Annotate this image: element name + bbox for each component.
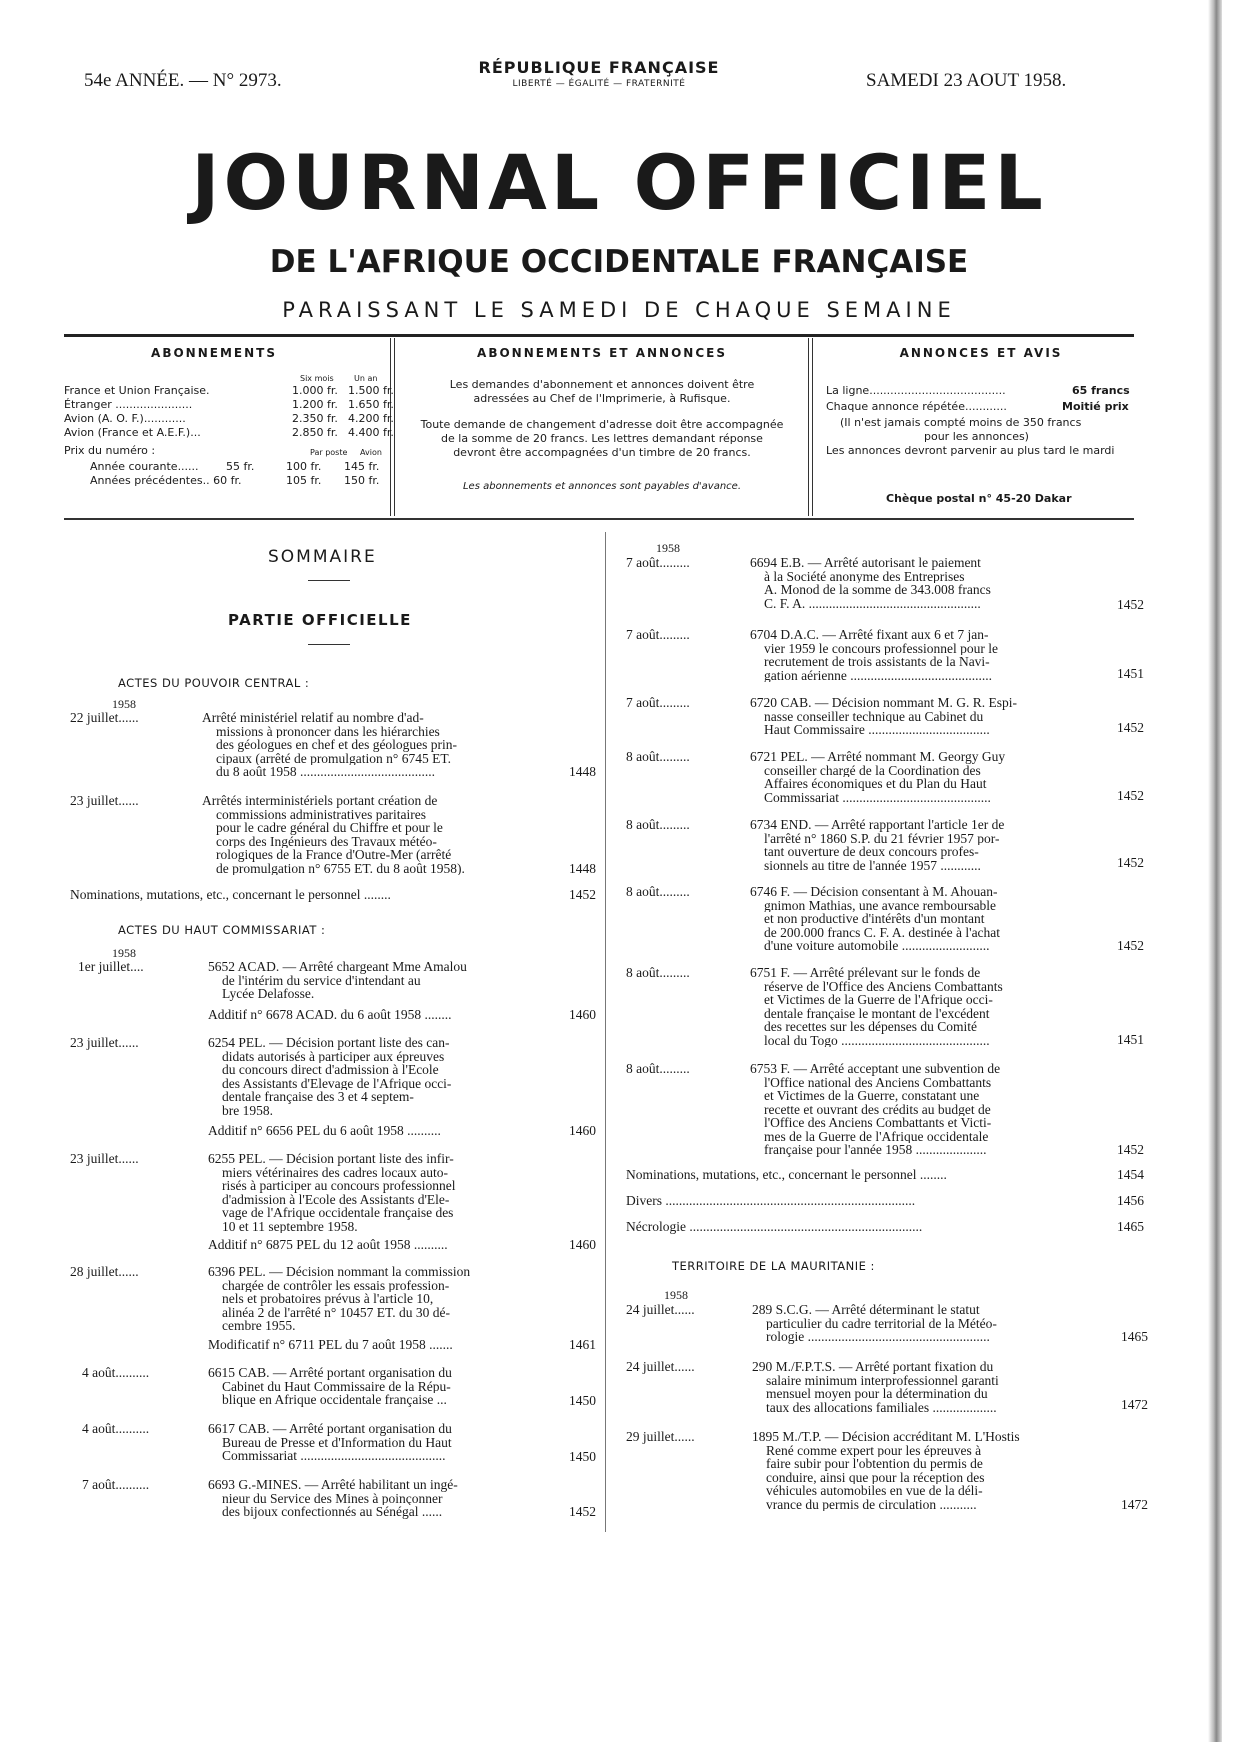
text-line: Les demandes d'abonnement et annonces doivent être: [449, 378, 755, 391]
text-line: 6721 PEL. — Arrêté nommant M. Georgy Guy: [750, 750, 1006, 764]
entry-text: [750, 1062, 1094, 1157]
republic-motto: LIBERTÉ — ÉGALITÉ — FRATERNITÉ: [512, 79, 686, 89]
text-line: 6753 F. — Arrêté acceptant une subvention de: [750, 1062, 1001, 1076]
text-line: et non productive d'intérêts d'un montant: [764, 912, 985, 926]
abo-row-an: 1.500 fr.: [348, 384, 394, 397]
text-line: miers vétérinaires des cadres locaux auto-: [222, 1165, 449, 1179]
entry-text: [208, 1478, 548, 1519]
entry-page: 1452: [569, 1504, 596, 1519]
entry-text: [750, 818, 1094, 872]
text-line: Haut Commissaire ....................................: [764, 723, 990, 737]
entry-page: 1461: [569, 1337, 596, 1352]
entry-page: 1450: [569, 1449, 596, 1464]
text-line: 6746 F. — Décision consentant à M. Ahouan-: [750, 885, 998, 899]
abo-row-label: France et Union Française.: [64, 384, 210, 397]
abo-row-label: Avion (France et A.E.F.)...: [64, 426, 201, 439]
entry-text: [208, 960, 548, 1001]
text-line: 289 S.C.G. — Arrêté déterminant le statut: [752, 1303, 980, 1317]
text-line: des bijoux confectionnés au Sénégal ......: [222, 1505, 443, 1519]
box-divider: [394, 338, 395, 516]
divider-rule: [308, 644, 350, 645]
issue-date: SAMEDI 23 AOUT 1958.: [866, 70, 1067, 91]
entry-date: 8 août.........: [626, 884, 690, 899]
text-line: 10 et 11 septembre 1958.: [222, 1219, 358, 1233]
text-line: 6751 F. — Arrêté prélevant sur le fonds de: [750, 966, 981, 980]
par-poste-header: Par poste: [310, 448, 348, 457]
entry-text: [750, 750, 1094, 804]
entry-page: 1450: [569, 1393, 596, 1408]
entry-year: 1958: [664, 1288, 688, 1302]
text-line: rologiques de la France d'Outre-Mer (arrêté: [216, 848, 452, 862]
nominations-line: Nominations, mutations, etc., concernant le personnel ........: [70, 887, 391, 902]
text-line: bre 1958.: [222, 1103, 273, 1117]
text-line: dentale française des 3 et 4 septem-: [222, 1090, 414, 1104]
text-line: et Victimes de la Guerre de l'Afrique occi-: [764, 993, 993, 1007]
text-line: conseiller chargé de la Coordination des: [764, 763, 981, 777]
abo-annonces-heading: ABONNEMENTS ET ANNONCES: [477, 346, 727, 360]
abo-annonces-p1: [402, 378, 802, 406]
text-line: 6255 PEL. — Décision portant liste des infir-: [208, 1152, 454, 1166]
text-line: 6615 CAB. — Arrêté portant organisation du: [208, 1366, 452, 1380]
header-rule: [64, 334, 1134, 337]
entry-date: 7 août.........: [626, 627, 690, 642]
prix-row-label: Années précédentes.. 60 fr.: [90, 474, 242, 487]
text-line: 6694 E.B. — Arrêté autorisant le paiement: [750, 556, 981, 570]
box-divider: [808, 338, 809, 516]
text-line: recrutement de trois assistants de la Navi-: [764, 655, 990, 669]
text-line: nieur du Service des Mines à poinçonner: [222, 1491, 443, 1505]
scan-edge: [1208, 0, 1222, 1742]
text-line: C. F. A. ...................................................: [764, 596, 981, 610]
entry-text: [208, 1036, 548, 1117]
entry-text: [752, 1430, 1096, 1511]
entry-page: 1452: [1117, 938, 1144, 953]
text-line: chargée de contrôler les essais profession-: [222, 1278, 450, 1292]
text-line: des géologues en chef et des géologues prin-: [216, 738, 458, 752]
abo-row-six: 2.850 fr.: [292, 426, 338, 439]
text-line: risés à participer au concours professionnel: [222, 1179, 456, 1193]
text-line: l'Office national des Anciens Combattants: [764, 1075, 992, 1089]
entry-additif: Modificatif n° 6711 PEL du 7 août 1958 .......: [208, 1337, 453, 1352]
journal-subtitle: DE L'AFRIQUE OCCIDENTALE FRANÇAISE: [269, 244, 969, 280]
text-line: de la somme de 20 francs. Les lettres demandant réponse: [441, 432, 763, 445]
entry-date: 22 juillet......: [70, 710, 139, 725]
text-line: recette et ouvrant des crédits au budget de: [764, 1102, 991, 1116]
text-line: mes de la Guerre de l'Afrique occidentale: [764, 1129, 989, 1143]
prix-row-c: 150 fr.: [344, 474, 380, 487]
annonces-avis-box: [826, 346, 1136, 516]
abo-row-an: 4.200 fr.: [348, 412, 394, 425]
text-line: 6704 D.A.C. — Arrêté fixant aux 6 et 7 jan-: [750, 628, 989, 642]
text-line: René comme expert pour les épreuves à: [766, 1443, 982, 1457]
text-line: l'arrêté n° 1860 S.P. du 21 février 1957 por-: [764, 831, 1000, 845]
entry-text: [750, 885, 1094, 953]
abo-row-an: 1.650 fr.: [348, 398, 394, 411]
text-line: 1895 M./T.P. — Décision accréditant M. L'Hostis: [752, 1430, 1020, 1444]
entry-text: [752, 1360, 1096, 1414]
text-line: l'Office des Anciens Combattants et Victi-: [764, 1116, 992, 1130]
entry-date: 23 juillet......: [70, 793, 139, 808]
entry-page: 1460: [569, 1123, 596, 1138]
text-line: Arrêté ministériel relatif au nombre d'ad-: [202, 711, 424, 725]
column-divider: [605, 532, 606, 1532]
repetee-label: Chaque annonce répétée............: [826, 400, 1007, 413]
entry-page: 1465: [1121, 1329, 1148, 1344]
text-line: véhicules automobiles en vue de la déli-: [766, 1484, 983, 1498]
entry-additif: Additif n° 6656 PEL du 6 août 1958 ..........: [208, 1123, 441, 1138]
text-line: adressées au Chef de l'Imprimerie, à Rufisque.: [473, 392, 731, 405]
entry-page: 1451: [1117, 1032, 1144, 1047]
text-line: Toute demande de changement d'adresse doit être accompagnée: [420, 418, 784, 431]
section-heading: ACTES DU POUVOIR CENTRAL :: [118, 676, 310, 690]
text-line: missions à prononcer dans les hiérarchies: [216, 724, 440, 738]
text-line: nasse conseiller technique au Cabinet du: [764, 709, 984, 723]
text-line: et Victimes de la Guerre, constatant une: [764, 1089, 980, 1103]
text-line: Lycée Delafosse.: [222, 987, 315, 1001]
abo-row-label: Avion (A. O. F.)............: [64, 412, 186, 425]
entry-text: [208, 1152, 548, 1233]
entry-page: 1452: [1117, 1142, 1144, 1157]
sommaire-heading: SOMMAIRE: [268, 547, 377, 567]
text-line: des Assistants d'Elevage de l'Afrique occi-: [222, 1076, 452, 1090]
entry-page: 1452: [1117, 597, 1144, 612]
payable-note: Les abonnements et annonces sont payables d'avance.: [462, 481, 742, 492]
entry-date: 7 août.........: [626, 555, 690, 570]
prix-row-a: 55 fr.: [226, 460, 255, 473]
abo-row-six: 1.200 fr.: [292, 398, 338, 411]
text-line: salaire minimum interprofessionnel garanti: [766, 1373, 999, 1387]
entry-date: 8 août.........: [626, 817, 690, 832]
text-line: d'admission à l'Ecole des Assistants d'Ele-: [222, 1192, 450, 1206]
prix-label: Prix du numéro :: [64, 444, 156, 457]
periodicity: PARAISSANT LE SAMEDI DE CHAQUE SEMAINE: [282, 298, 956, 322]
entry-date: 7 août.........: [626, 695, 690, 710]
text-line: Affaires économiques et du Plan du Haut: [764, 777, 987, 791]
text-line: vage de l'Afrique occidentale française des: [222, 1206, 454, 1220]
text-line: de l'intérim du service d'intendant au: [222, 973, 421, 987]
abo-row-six: 1.000 fr.: [292, 384, 338, 397]
text-line: corps des Ingénieurs des Travaux météo-: [216, 834, 437, 848]
entry-text: [208, 1422, 548, 1463]
text-line: blique en Afrique occidentale française ...: [222, 1393, 447, 1407]
text-line: rologie ......................................................: [766, 1330, 990, 1344]
text-line: 6254 PEL. — Décision portant liste des can-: [208, 1036, 450, 1050]
issue-number: 54e ANNÉE. — N° 2973.: [84, 70, 282, 91]
ligne-label: La ligne.......................................: [826, 384, 1006, 397]
prix-row-b: 100 fr.: [286, 460, 322, 473]
entry-date: 24 juillet......: [626, 1359, 695, 1374]
entry-text: [750, 696, 1094, 737]
text-line: taux des allocations familiales ...................: [766, 1400, 997, 1414]
text-line: nels et probatoires prévus à l'article 10,: [222, 1292, 434, 1306]
text-line: d'une voiture automobile ..........................: [764, 939, 990, 953]
entry-date: 7 août..........: [82, 1477, 150, 1492]
prix-row-label: Année courante......: [90, 460, 199, 473]
text-line: mensuel moyen pour la détermination du: [766, 1387, 988, 1401]
ligne-value: 65 francs: [1072, 384, 1130, 397]
entry-page: 1451: [1117, 666, 1144, 681]
entry-page: 1452: [1117, 720, 1144, 735]
abonnements-box: [64, 346, 394, 516]
text-line: du 8 août 1958 ........................................: [216, 765, 435, 779]
necrologie-line: Nécrologie .....................................................................: [626, 1219, 923, 1234]
entry-date: 24 juillet......: [626, 1302, 695, 1317]
text-line: vrance du permis de circulation ...........: [766, 1497, 977, 1511]
abo-row-an: 4.400 fr.: [348, 426, 394, 439]
text-line: de 200.000 francs C. F. A. destinée à l'achat: [764, 925, 1001, 939]
text-line: Bureau de Presse et d'Information du Haut: [222, 1435, 452, 1449]
entry-page: 1448: [569, 861, 596, 876]
box-bottom-rule: [64, 518, 1134, 520]
entry-date: 8 août.........: [626, 1061, 690, 1076]
section-heading: TERRITOIRE DE LA MAURITANIE :: [672, 1259, 875, 1273]
entry-page: 1472: [1121, 1397, 1148, 1412]
entry-page: 1448: [569, 764, 596, 779]
entry-page: 1460: [569, 1007, 596, 1022]
entry-date: 8 août.........: [626, 965, 690, 980]
republic-banner: [464, 58, 734, 89]
text-line: conduire, ainsi que pour la réception des: [766, 1470, 985, 1484]
text-line: A. Monod de la somme de 343.008 francs: [764, 583, 991, 597]
text-line: sionnels au titre de l'année 1957 ............: [764, 858, 981, 872]
text-line: faire subir pour l'obtention du permis de: [766, 1457, 983, 1471]
text-line: 6693 G.-MINES. — Arrêté habilitant un ingé-: [208, 1478, 458, 1492]
entry-page: 1452: [569, 887, 596, 902]
divider-rule: [308, 580, 350, 581]
entry-date: 28 juillet......: [70, 1264, 139, 1279]
entry-date: 1er juillet....: [78, 959, 144, 974]
entry-date: 4 août..........: [82, 1421, 150, 1436]
text-line: 6734 END. — Arrêté rapportant l'article 1er de: [750, 818, 1005, 832]
entry-year: 1958: [112, 946, 136, 960]
entry-date: 23 juillet......: [70, 1035, 139, 1050]
text-line: Commissariat ...........................................: [222, 1449, 446, 1463]
entry-page: 1456: [1117, 1193, 1144, 1208]
text-line: à la Société anonyme des Entreprises: [764, 569, 965, 583]
entry-year: 1958: [112, 697, 136, 711]
entry-page: 1465: [1117, 1219, 1144, 1234]
text-line: vier 1959 le concours professionnel pour le: [764, 641, 998, 655]
entry-year: 1958: [656, 541, 680, 555]
text-line: cembre 1955.: [222, 1319, 296, 1333]
partie-officielle-heading: PARTIE OFFICIELLE: [228, 611, 412, 629]
entry-page: 1452: [1117, 855, 1144, 870]
deadline-note: Les annonces devront parvenir au plus tard le mardi: [826, 444, 1115, 457]
text-line: devront être accompagnées d'un timbre de 20 francs.: [453, 446, 751, 459]
entry-page: 1454: [1117, 1167, 1144, 1182]
repetee-value: Moitié prix: [1062, 400, 1129, 413]
avion-header: Avion: [360, 448, 382, 457]
text-line: dentale française le montant de l'excédent: [764, 1006, 990, 1020]
divers-line: Divers ..........................................................................: [626, 1193, 916, 1208]
text-line: 6617 CAB. — Arrêté portant organisation du: [208, 1422, 452, 1436]
entry-text: [750, 556, 1094, 610]
minimum-note: pour les annonces): [924, 430, 1029, 443]
entry-additif: Additif n° 6875 PEL du 12 août 1958 ..........: [208, 1237, 448, 1252]
section-heading: ACTES DU HAUT COMMISSARIAT :: [118, 923, 326, 937]
entry-page: 1472: [1121, 1497, 1148, 1512]
entry-text: [750, 966, 1094, 1047]
minimum-note: (Il n'est jamais compté moins de 350 francs: [840, 416, 1082, 429]
text-line: de promulgation n° 6755 ET. du 8 août 1958).: [216, 861, 465, 875]
entry-text: [750, 628, 1094, 682]
abo-annonces-box: [402, 346, 802, 516]
entry-date: 23 juillet......: [70, 1151, 139, 1166]
text-line: réserve de l'Office des Anciens Combattants: [764, 979, 1003, 993]
text-line: cipaux (arrêté de promulgation n° 6745 ET.: [216, 751, 451, 765]
entry-page: 1460: [569, 1237, 596, 1252]
text-line: alinéa 2 de l'arrêté n° 10457 ET. du 30 dé-: [222, 1305, 450, 1319]
text-line: des recettes sur les dépenses du Comité: [764, 1020, 977, 1034]
abonnements-heading: ABONNEMENTS: [151, 346, 277, 360]
entry-additif: Additif n° 6678 ACAD. du 6 août 1958 ........: [208, 1007, 452, 1022]
nominations-line: Nominations, mutations, etc., concernant le personnel ........: [626, 1167, 947, 1182]
text-line: 290 M./F.P.T.S. — Arrêté portant fixation du: [752, 1360, 994, 1374]
text-line: 5652 ACAD. — Arrêté chargeant Mme Amalou: [208, 960, 467, 974]
text-line: Commissariat ............................................: [764, 790, 991, 804]
text-line: local du Togo ............................................: [764, 1033, 990, 1047]
entry-page: 1452: [1117, 788, 1144, 803]
text-line: Arrêtés interministériels portant création de: [202, 794, 438, 808]
text-line: 6720 CAB. — Décision nommant M. G. R. Espi-: [750, 696, 1017, 710]
abo-row-six: 2.350 fr.: [292, 412, 338, 425]
entry-text: [202, 794, 550, 875]
republic-name: RÉPUBLIQUE FRANÇAISE: [478, 58, 720, 77]
box-divider: [812, 338, 813, 516]
text-line: Cabinet du Haut Commissaire de la Répu-: [222, 1379, 451, 1393]
cheque-postal: Chèque postal n° 45-20 Dakar: [886, 492, 1072, 505]
text-line: 6396 PEL. — Décision nommant la commission: [208, 1265, 471, 1279]
text-line: gation aérienne ..........................................: [764, 668, 992, 682]
entry-text: [752, 1303, 1096, 1344]
entry-date: 4 août..........: [82, 1365, 150, 1380]
text-line: gnimon Mathias, une avance remboursable: [764, 898, 997, 912]
prix-row-c: 145 fr.: [344, 460, 380, 473]
entry-text: [208, 1366, 548, 1407]
entry-date: 29 juillet......: [626, 1429, 695, 1444]
abo-row-label: Étranger ......................: [64, 398, 193, 411]
un-an-header: Un an: [354, 374, 378, 383]
text-line: particulier du cadre territorial de la Météo-: [766, 1316, 997, 1330]
journal-title: JOURNAL OFFICIEL: [191, 138, 1047, 227]
entry-text: [202, 711, 542, 779]
entry-date: 8 août.........: [626, 749, 690, 764]
text-line: didats autorisés à participer aux épreuves: [222, 1049, 445, 1063]
text-line: pour le cadre général du Chiffre et pour le: [216, 821, 443, 835]
entry-text: [208, 1265, 548, 1333]
six-mois-header: Six mois: [300, 374, 334, 383]
text-line: française pour l'année 1958 .....................: [764, 1143, 987, 1157]
abo-annonces-p2: [402, 418, 802, 460]
text-line: tant ouverture de deux concours profes-: [764, 845, 979, 859]
prix-row-b: 105 fr.: [286, 474, 322, 487]
text-line: du concours direct d'admission à l'Ecole: [222, 1063, 439, 1077]
annonces-avis-heading: ANNONCES ET AVIS: [899, 346, 1063, 360]
text-line: commissions administratives paritaires: [216, 807, 426, 821]
